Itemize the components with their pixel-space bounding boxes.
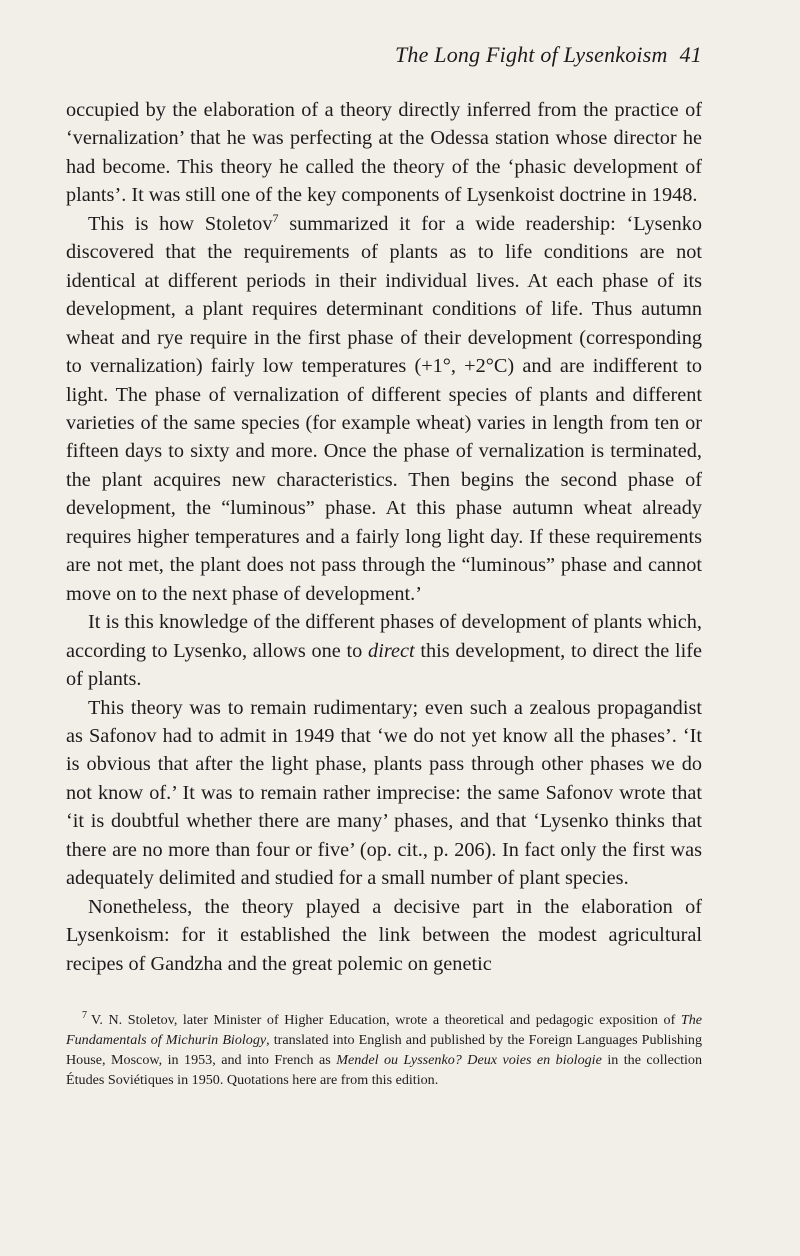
- paragraph-3-emphasis: direct: [368, 639, 415, 662]
- footnotes: [66, 1010, 702, 1090]
- footnote-7: [66, 1010, 702, 1090]
- footnote-text-a: V. N. Stoletov, later Minister of Higher Education, wrote a theoretical and pedagogic exposition of: [91, 1012, 681, 1028]
- paragraph-3-text-a: It is this knowledge of the different phases of development of plants which, according to Lysenko, allows one to: [66, 611, 702, 662]
- paragraph-3-text-b: this development, to direct the life of plants.: [66, 639, 702, 691]
- paragraph-2-text-b: summarized it for a wide readership: ‘Lysenko discovered that the requirements of plants as to life conditions are not identical at different periods in their individual lives. At each phase of its development, a plant requires determinant conditions of life. Thus autumn wheat and rye require in the first phase of their development (corresponding to vernalization) fairly low temperatures (+1°, +2°C) and are indifferent to light. The phase of vernalization of different species of plants and different varieties of the same species (for example wheat) varies in length from ten or fifteen days to sixty and more. Once the phase of vernalization is terminated, the plant acquires new characteristics. Then begins the second phase of development, the “luminous” phase. At this phase autumn wheat already requires higher temperatures and a fairly long light day. If these requirements are not met, the plant does not pass through the “luminous” phase and cannot move on to the next phase of development.’: [66, 212, 702, 605]
- paragraph-1: occupied by the elaboration of a theory directly inferred from the practice of ‘vernalization’ that he was perfecting at the Odessa station whose director he had become. This theory he called the theory of the ‘phasic development of plants’. It was still one of the key components of Lysenkoist doctrine in 1948.: [66, 99, 702, 207]
- paragraph-4: This theory was to remain rudimentary; even such a zealous propagandist as Safonov had to admit in 1949 that ‘we do not yet know all the phases’. ‘It is obvious that after the light phase, plants pass through other phases we do not know of.’ It was to remain rather imprecise: the same Safonov wrote that ‘it is doubtful whether there are many’ phases, and that ‘Lysenko thinks that there are no more than four or five’ (op. cit., p. 206). In fact only the first was adequately delimited and studied for a small number of plant species.: [66, 696, 702, 890]
- footnote-ref: 7: [272, 211, 279, 226]
- paragraph-2: [66, 210, 702, 608]
- paragraph-2-text-a: This is how Stoletov: [88, 212, 273, 235]
- running-head: [395, 42, 702, 68]
- footnote-text-b: , translated into English and published by the Foreign Languages Publishing House, Moscow, in 1953, and into French as: [66, 1032, 702, 1068]
- body-text: [66, 96, 702, 978]
- paragraph-5: Nonetheless, the theory played a decisive part in the elaboration of Lysenkoism: for it established the link between the modest agricultural recipes of Gandzha and the great polemic on genetic: [66, 895, 702, 975]
- running-title: The Long Fight of Lysenkoism: [394, 42, 668, 67]
- footnote-title-2: Mendel ou Lyssenko? Deux voies en biologie: [336, 1052, 602, 1068]
- footnote-text-c: in the collection Études Soviétiques in 1950. Quotations here are from this edition.: [66, 1052, 703, 1088]
- paragraph-3: [66, 608, 702, 693]
- footnote-mark: 7: [82, 1010, 87, 1022]
- footnote-title-1: The Fundamentals of Michurin Biology: [66, 1012, 702, 1048]
- page-number: 41: [679, 42, 702, 67]
